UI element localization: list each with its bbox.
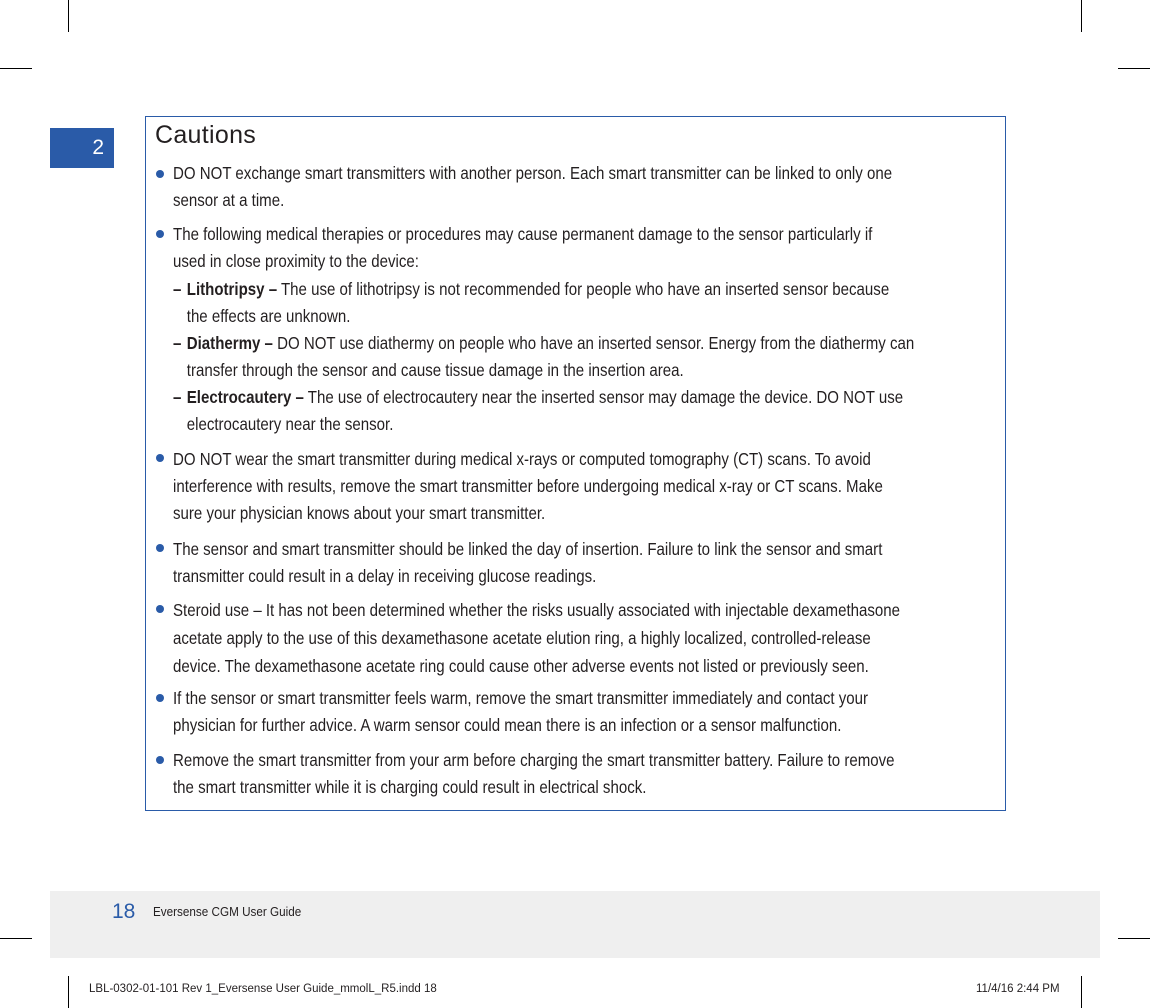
bullet-icon (153, 221, 167, 248)
caution-line: interference with results, remove the smart transmitter before undergoing medical x-ray or CT scans. Make (173, 476, 883, 496)
guide-title: Eversense CGM User Guide (153, 904, 302, 919)
therapy-term: Lithotripsy – (186, 279, 278, 299)
cautions-title: Cautions (155, 121, 257, 149)
caution-line: Remove the smart transmitter from your arm before charging the smart transmitter battery. Failure to remove (173, 750, 895, 770)
caution-item (173, 221, 999, 275)
caution-line: the smart transmitter while it is charging could result in electrical shock. (173, 777, 647, 797)
bullet-icon (153, 747, 167, 774)
chapter-tab (50, 128, 114, 168)
print-slug-date: 11/4/16 2:44 PM (976, 983, 1060, 995)
caution-item (173, 160, 999, 214)
caution-item (173, 596, 999, 680)
therapy-term: Electrocautery – (186, 387, 304, 407)
caution-line: DO NOT wear the smart transmitter during medical x-rays or computed tomography (CT) scans. To avoid (173, 449, 871, 469)
therapy-subitem: – Electrocautery – The use of electrocautery near the inserted sensor may damage the device. DO NOT use electrocautery near the sensor. (173, 384, 999, 438)
crop-mark (1081, 0, 1082, 32)
crop-mark (0, 68, 32, 69)
caution-line: acetate apply to the use of this dexamethasone acetate elution ring, a highly localized, controlled-release (173, 628, 871, 648)
caution-line: electrocautery near the sensor. (186, 414, 394, 434)
crop-mark (1118, 938, 1150, 939)
caution-line: transmitter could result in a delay in receiving glucose readings. (173, 566, 597, 586)
bullet-icon (153, 535, 167, 562)
footer-band (50, 891, 1100, 958)
bullet-icon (153, 445, 167, 472)
caution-line: The sensor and smart transmitter should be linked the day of insertion. Failure to link the sensor and smart (173, 539, 883, 559)
caution-line: DO NOT use diathermy on people who have an inserted sensor. Energy from the diathermy can (272, 333, 915, 353)
caution-line: The following medical therapies or procedures may cause permanent damage to the sensor particularly if (173, 224, 873, 244)
caution-line: DO NOT exchange smart transmitters with another person. Each smart transmitter can be linked to only one (173, 163, 893, 183)
bullet-icon (153, 596, 167, 623)
caution-item (173, 747, 999, 801)
bullet-icon (153, 685, 167, 712)
crop-mark (1118, 68, 1150, 69)
caution-line: device. The dexamethasone acetate ring could cause other adverse events not listed or previously seen. (173, 656, 869, 676)
therapy-subitem: – Diathermy – DO NOT use diathermy on people who have an inserted sensor. Energy from the diathermy can transfer through the sensor and cause tissue damage in the insertion area. (173, 330, 999, 384)
caution-item (173, 446, 999, 527)
crop-mark (68, 0, 69, 32)
caution-line: used in close proximity to the device: (173, 251, 419, 271)
caution-line: the effects are unknown. (186, 306, 351, 326)
caution-line: If the sensor or smart transmitter feels warm, remove the smart transmitter immediately and contact your (173, 688, 869, 708)
crop-mark (68, 976, 69, 1008)
caution-line: Steroid use – It has not been determined whether the risks usually associated with injectable dexamethasone (173, 600, 901, 620)
caution-line: sensor at a time. (173, 190, 285, 210)
print-slug-file: LBL-0302-01-101 Rev 1_Eversense User Guide_mmolL_R5.indd 18 (89, 983, 437, 995)
caution-item (173, 536, 999, 590)
page-number: 18 (112, 900, 136, 923)
therapy-subitem: – Lithotripsy – The use of lithotripsy is not recommended for people who have an inserted sensor because the effects are unknown. (173, 276, 999, 330)
caution-line: transfer through the sensor and cause tissue damage in the insertion area. (186, 360, 684, 380)
cautions-box (145, 116, 1006, 811)
caution-line: The use of electrocautery near the inserted sensor may damage the device. DO NOT use (303, 387, 904, 407)
caution-line: The use of lithotripsy is not recommended for people who have an inserted sensor because (277, 279, 890, 299)
bullet-icon (153, 161, 167, 188)
caution-item (173, 685, 999, 739)
caution-line: physician for further advice. A warm sensor could mean there is an infection or a sensor malfunction. (173, 715, 842, 735)
therapy-term: Diathermy – (186, 333, 273, 353)
crop-mark (0, 938, 32, 939)
caution-line: sure your physician knows about your smart transmitter. (173, 503, 546, 523)
crop-mark (1081, 976, 1082, 1008)
chapter-number: 2 (92, 136, 104, 159)
